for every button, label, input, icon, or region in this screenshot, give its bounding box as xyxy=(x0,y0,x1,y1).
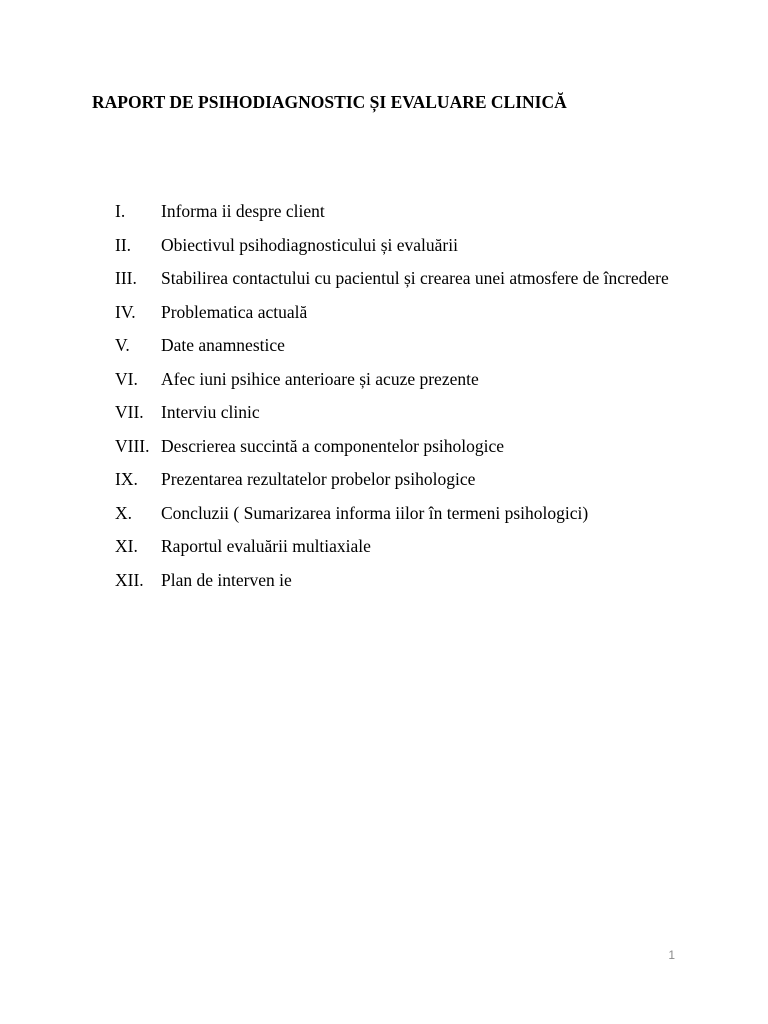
toc-item-number: III. xyxy=(115,268,137,288)
toc-item-text: Stabilirea contactului cu pacientul și crearea unei atmosfere de încredere xyxy=(161,268,669,288)
toc-item-number: IX. xyxy=(115,469,138,489)
toc-item xyxy=(115,463,677,497)
toc-item-number: VIII. xyxy=(115,435,150,456)
toc-item-text: Problematica actuală xyxy=(161,301,308,322)
table-of-contents xyxy=(115,195,677,597)
toc-item-number: VII. xyxy=(115,402,144,422)
toc-item xyxy=(115,229,677,263)
toc-item xyxy=(115,430,677,464)
toc-item-text: Plan de interven ie xyxy=(161,569,292,590)
toc-item xyxy=(115,363,677,397)
toc-item-number: X. xyxy=(115,502,133,523)
toc-item-text: Prezentarea rezultatelor probelor psihologice xyxy=(161,469,476,489)
toc-item-number: I. xyxy=(115,201,126,221)
toc-item-text: Informa ii despre client xyxy=(161,201,325,221)
toc-item-number: VI. xyxy=(115,368,138,389)
toc-item-text: Interviu clinic xyxy=(161,402,260,422)
toc-item-number: XI. xyxy=(115,536,138,556)
toc-item xyxy=(115,195,677,229)
toc-item-text: Descrierea succintă a componentelor psihologice xyxy=(161,435,505,456)
toc-item-text: Date anamnestice xyxy=(161,335,285,355)
toc-item xyxy=(115,497,677,531)
toc-item xyxy=(115,329,677,363)
toc-item-text: Afec iuni psihice anterioare și acuze prezente xyxy=(161,368,479,389)
toc-item-text: Concluzii ( Sumarizarea informa iilor în termeni psihologici) xyxy=(161,502,589,523)
toc-item-number: XII. xyxy=(115,569,144,590)
toc-item-text: Raportul evaluării multiaxiale xyxy=(161,536,371,556)
toc-item xyxy=(115,262,677,296)
toc-item xyxy=(115,530,677,564)
toc-item-number: V. xyxy=(115,335,130,355)
document-title: RAPORT DE PSIHODIAGNOSTIC ȘI EVALUARE CLINICĂ xyxy=(92,92,567,112)
toc-item-number: II. xyxy=(115,234,132,255)
toc-item xyxy=(115,296,677,330)
page-number: 1 xyxy=(668,948,675,962)
toc-item xyxy=(115,396,677,430)
toc-item xyxy=(115,564,677,598)
toc-item-number: IV. xyxy=(115,301,136,322)
toc-item-text: Obiectivul psihodiagnosticului și evaluării xyxy=(161,234,458,255)
